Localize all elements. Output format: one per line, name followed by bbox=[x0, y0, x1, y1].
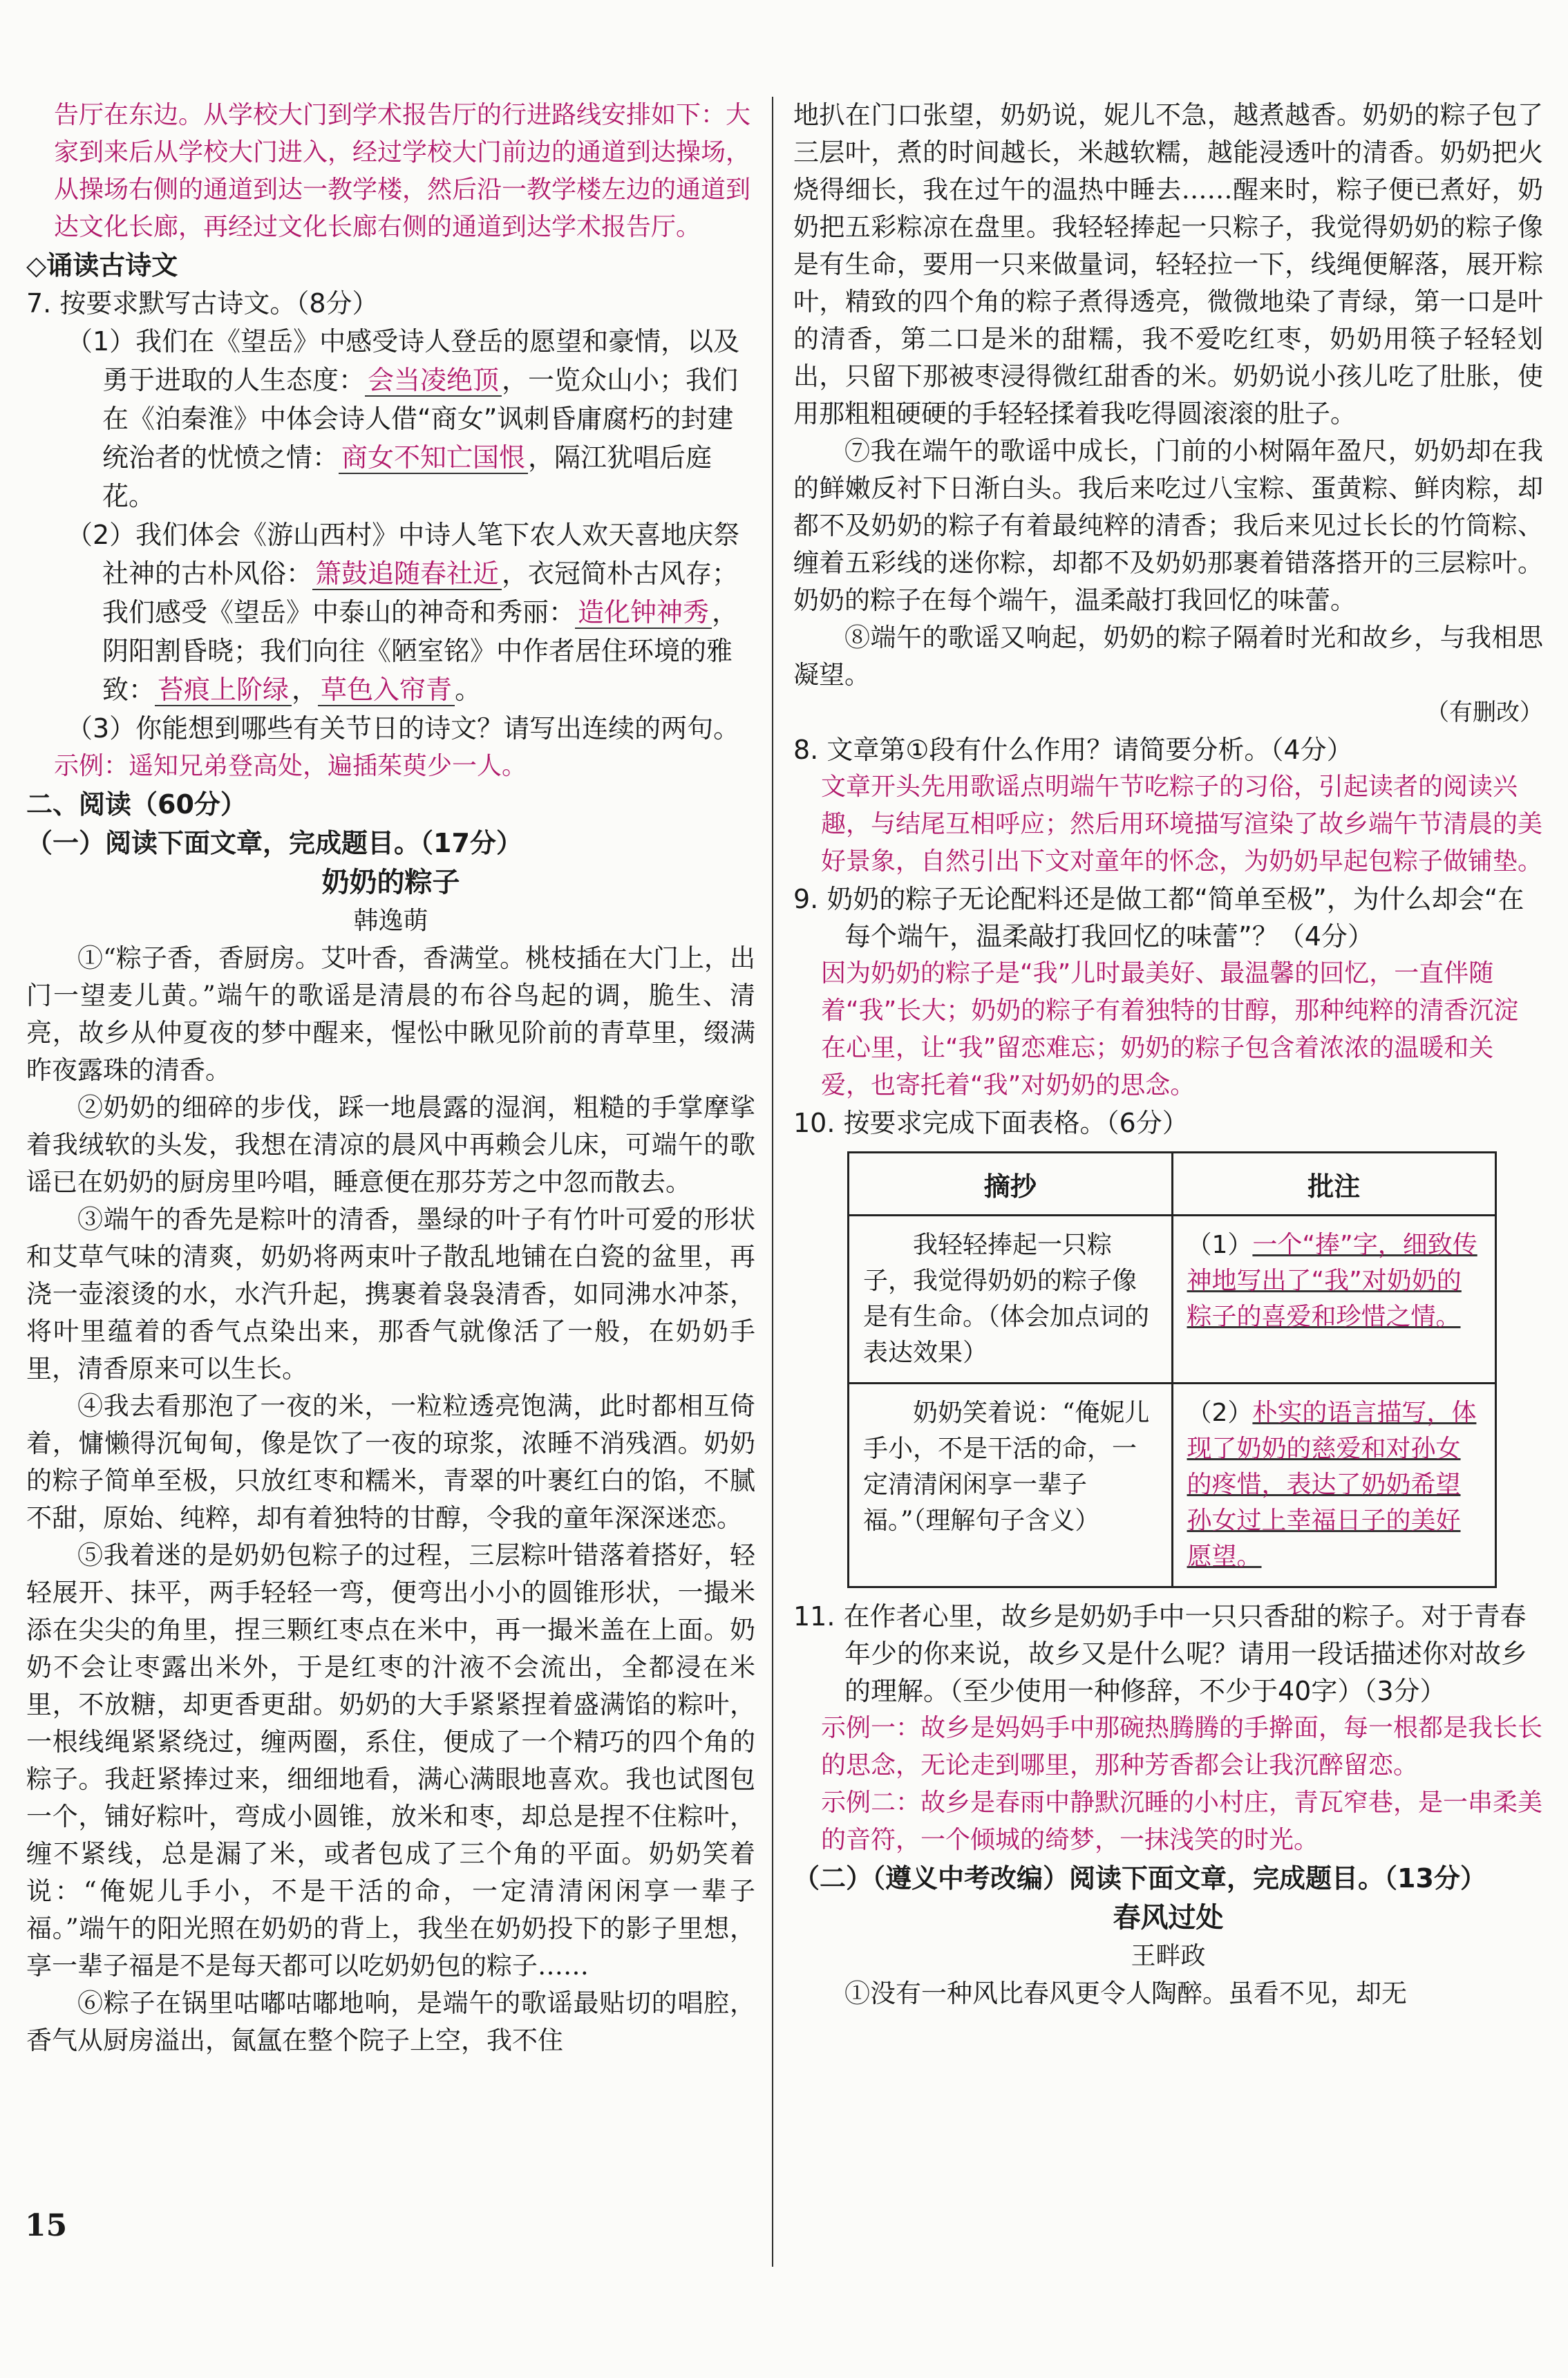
article2-title: 春风过处 bbox=[1113, 1902, 1224, 1934]
reading-heading: 二、阅读（60分） bbox=[26, 789, 247, 820]
article-paragraph: ⑦我在端午的歌谣中成长，门前的小树隔年盈尺，奶奶却在我的鲜嫩反衬下日渐白头。我后来吃过八宝粽、蛋黄粽、鲜肉粽，却都不及奶奶的粽子有着最纯粹的清香；我后来见过长长的竹筒粽、缠着五彩线的迷你粽，却都不及奶奶那裹着错落搭开的三层粽叶。奶奶的粽子在每个端午，温柔敲打我回忆的味蕾。 bbox=[793, 436, 1543, 615]
q11-answer-2: 示例二：故乡是春雨中静默沉睡的小村庄，青瓦窄巷，是一串柔美的音符，一个倾城的绮梦，一抹浅笑的时光。 bbox=[821, 1789, 1543, 1854]
source-note: （有删改） bbox=[1426, 699, 1543, 726]
q8-answer: 文章开头先用歌谣点明端午节吃粽子的习俗，引起读者的阅读兴趣，与结尾互相呼应；然后用环境描写渲染了故乡端午节清晨的美好景象，自然引出下文对童年的怀念，为奶奶早起包粽子做铺垫。 bbox=[821, 773, 1543, 876]
q11-stem: 11. 在作者心里，故乡是奶奶手中一只只香甜的粽子。对于青春年少的你来说，故乡又是什么呢？请用一段话描述你对故乡的理解。（至少使用一种修辞，不少于40字）（3分） bbox=[793, 1601, 1528, 1706]
q7-part3: （3）你能想到哪些有关节日的诗文？请写出连续的两句。 bbox=[66, 713, 740, 744]
table-header-note: 批注 bbox=[1172, 1153, 1496, 1216]
table-row bbox=[849, 1216, 1496, 1384]
article-paragraph: 地扒在门口张望，奶奶说，妮儿不急，越煮越香。奶奶的粽子包了三层叶，煮的时间越长，米越软糯，越能浸透叶的清香。奶奶把火烧得细长，我在过午的温热中睡去……醒来时，粽子便已煮好，奶奶把五彩粽凉在盘里。我轻轻捧起一只粽子，我觉得奶奶的粽子像是有生命，要用一只来做量词，轻轻拉一下，线绳便解落，展开粽叶，精致的四个角的粽子煮得透亮，微微地染了青绿，第一口是叶的清香，第二口是米的甜糯，我不爱吃红枣，奶奶用筷子轻轻划出，只留下那被枣浸得微红甜香的米。奶奶说小孩儿吃了肚胀，使用那粗粗硬硬的手轻轻揉着我吃得圆滚滚的肚子。 bbox=[793, 100, 1543, 428]
article2-author: 王畔政 bbox=[1131, 1942, 1206, 1970]
left-column bbox=[26, 97, 755, 2059]
article-paragraph: ④我去看那泡了一夜的米，一粒粒透亮饱满，此时都相互倚着，慵懒得沉甸甸，像是饮了一夜的琼浆，浓睡不消残酒。奶奶的粽子简单至极，只放红枣和糯米，青翠的叶裹红白的馅，不腻不甜，原始、纯粹，却有着独特的甘醇，令我的童年深深迷恋。 bbox=[26, 1391, 755, 1533]
answer-blank: 会当凌绝顶 bbox=[365, 365, 502, 397]
answer-blank: 苔痕上阶绿 bbox=[155, 674, 292, 706]
article-paragraph: ⑥粽子在锅里咕嘟咕嘟地响，是端午的歌谣最贴切的唱腔，香气从厨房溢出，氤氲在整个院子上空，我不住 bbox=[26, 1988, 755, 2055]
article-paragraph: ②奶奶的细碎的步伐，踩一地晨露的湿润，粗糙的手掌摩挲着我绒软的头发，我想在清凉的晨风中再赖会儿床，可端午的歌谣已在奶奶的厨房里吟唱，睡意便在那芬芳之中忽而散去。 bbox=[26, 1093, 755, 1197]
article-author: 韩逸萌 bbox=[353, 907, 428, 935]
excerpt-cell: 我轻轻捧起一只粽子，我觉得奶奶的粽子像是有生命。（体会加点词的表达效果） bbox=[849, 1216, 1173, 1384]
page-number: 15 bbox=[25, 2208, 68, 2243]
right-column bbox=[793, 97, 1543, 2012]
answer-blank: 商女不知亡国恨 bbox=[339, 442, 528, 474]
q9-stem: 9. 奶奶的粽子无论配料还是做工都“简单至极”，为什么却会“在每个端午，温柔敲打我回忆的味蕾”？（4分） bbox=[793, 884, 1524, 952]
part2-heading: （二）（遵义中考改编）阅读下面文章，完成题目。（13分） bbox=[793, 1863, 1486, 1894]
note-cell: （2）朴实的语言描写，体现了奶奶的慈爱和对孙女的疼惜，表达了奶奶希望孙女过上幸福日子的美好愿望。 bbox=[1172, 1384, 1496, 1587]
poetry-heading: ◇诵读古诗文 bbox=[26, 250, 178, 281]
answer-blank: 造化钟神秀 bbox=[575, 597, 712, 629]
table-row bbox=[849, 1384, 1496, 1587]
q6-answer: 告厅在东边。从学校大门到学术报告厅的行进路线安排如下：大家到来后从学校大门进入，经过学校大门前边的通道到达操场，从操场右侧的通道到达一教学楼，然后沿一教学楼左边的通道到达文化长廊，再经过文化长廊右侧的通道到达学术报告厅。 bbox=[54, 101, 751, 241]
q7-stem: 7. 按要求默写古诗文。（8分） bbox=[26, 288, 379, 319]
answer-blank: 箫鼓追随春社近 bbox=[312, 558, 502, 590]
article-paragraph: ①“粽子香，香厨房。艾叶香，香满堂。桃枝插在大门上，出门一望麦儿黄。”端午的歌谣是清晨的布谷鸟起的调，脆生、清亮，故乡从仲夏夜的梦中醒来，惺忪中瞅见阶前的青草里，缀满昨夜露珠的清香。 bbox=[26, 943, 755, 1085]
part1-heading: （一）阅读下面文章，完成题目。（17分） bbox=[26, 828, 522, 858]
q7-part3-answer: 示例：遥知兄弟登高处，遍插茱萸少一人。 bbox=[54, 752, 527, 780]
q9-answer: 因为奶奶的粽子是“我”儿时最美好、最温馨的回忆，一直伴随着“我”长大；奶奶的粽子有着独特的甘醇，那种纯粹的清香沉淀在心里，让“我”留恋难忘；奶奶的粽子包含着浓浓的温暖和关爱，也寄托着“我”对奶奶的思念。 bbox=[821, 959, 1519, 1100]
q10-table bbox=[847, 1151, 1497, 1588]
article-paragraph: ⑧端午的歌谣又响起，奶奶的粽子隔着时光和故乡，与我相思凝望。 bbox=[793, 623, 1543, 690]
q7-part1: （1）我们在《望岳》中感受诗人登岳的愿望和豪情，以及勇于进取的人生态度： 会当凌绝顶 ，一览众山小；我们在《泊秦淮》中体会诗人借“商女”讽刺昏庸腐朽的封建统治者的忧愤之情： 商女不知亡国恨 ，隔江犹唱后庭花。 bbox=[66, 326, 740, 511]
article-title: 奶奶的粽子 bbox=[321, 867, 460, 898]
q11-answer-1: 示例一：故乡是妈妈手中那碗热腾腾的手擀面，每一根都是我长长的思念，无论走到哪里，那种芳香都会让我沉醉留恋。 bbox=[821, 1714, 1543, 1780]
article2-paragraph: ①没有一种风比春风更令人陶醉。虽看不见，却无 bbox=[844, 1979, 1407, 2008]
note-cell: （1）一个“捧”字，细致传神地写出了“我”对奶奶的粽子的喜爱和珍惜之情。 bbox=[1172, 1216, 1496, 1384]
column-divider bbox=[772, 97, 773, 2267]
table-header-excerpt: 摘抄 bbox=[849, 1153, 1173, 1216]
answer-blank: 草色入帘青 bbox=[318, 674, 455, 706]
q8-stem: 8. 文章第①段有什么作用？请简要分析。（4分） bbox=[793, 735, 1353, 765]
q7-part2: （2）我们体会《游山西村》中诗人笔下农人欢天喜地庆祭社神的古朴风俗： 箫鼓追随春社近 ，衣冠简朴古风存；我们感受《望岳》中泰山的神奇和秀丽： 造化钟神秀 ，阴阳割昏晓；我们向往《陋室铭》中作者居住环境的雅致： 苔痕上阶绿 ， 草色入帘青 。 bbox=[66, 520, 740, 705]
excerpt-cell: 奶奶笑着说：“俺妮儿手小，不是干活的命，一定清清闲闲享一辈子福。”（理解句子含义） bbox=[849, 1384, 1173, 1587]
q10-stem: 10. 按要求完成下面表格。（6分） bbox=[793, 1108, 1189, 1138]
article-paragraph: ③端午的香先是粽叶的清香，墨绿的叶子有竹叶可爱的形状和艾草气味的清爽，奶奶将两束叶子散乱地铺在白瓷的盆里，再浇一壶滚烫的水，水汽升起，携裹着袅袅清香，如同沸水冲茶，将叶里蕴着的香气点染出来，那香气就像活了一般，在奶奶手里，清香原来可以生长。 bbox=[26, 1205, 755, 1384]
article-paragraph: ⑤我着迷的是奶奶包粽子的过程，三层粽叶错落着搭好，轻轻展开、抹平，两手轻轻一弯，便弯出小小的圆锥形状，一撮米添在尖尖的角里，捏三颗红枣点在米中，再一撮米盖在上面。奶奶不会让枣露出米外，于是红枣的汁液不会流出，全都浸在米里，不放糖，却更香更甜。奶奶的大手紧紧捏着盛满馅的粽叶，一根线绳紧紧绕过，缠两圈，系住，便成了一个精巧的四个角的粽子。我赶紧捧过来，细细地看，满心满眼地喜欢。我也试图包一个，铺好粽叶，弯成小圆锥，放米和枣，却总是捏不住粽叶，缠不紧线，总是漏了米，或者包成了三个角的平面。奶奶笑着说：“俺妮儿手小，不是干活的命，一定清清闲闲享一辈子福。”端午的阳光照在奶奶的背上，我坐在奶奶投下的影子里想，享一辈子福是不是每天都可以吃奶奶包的粽子…… bbox=[26, 1540, 755, 1981]
